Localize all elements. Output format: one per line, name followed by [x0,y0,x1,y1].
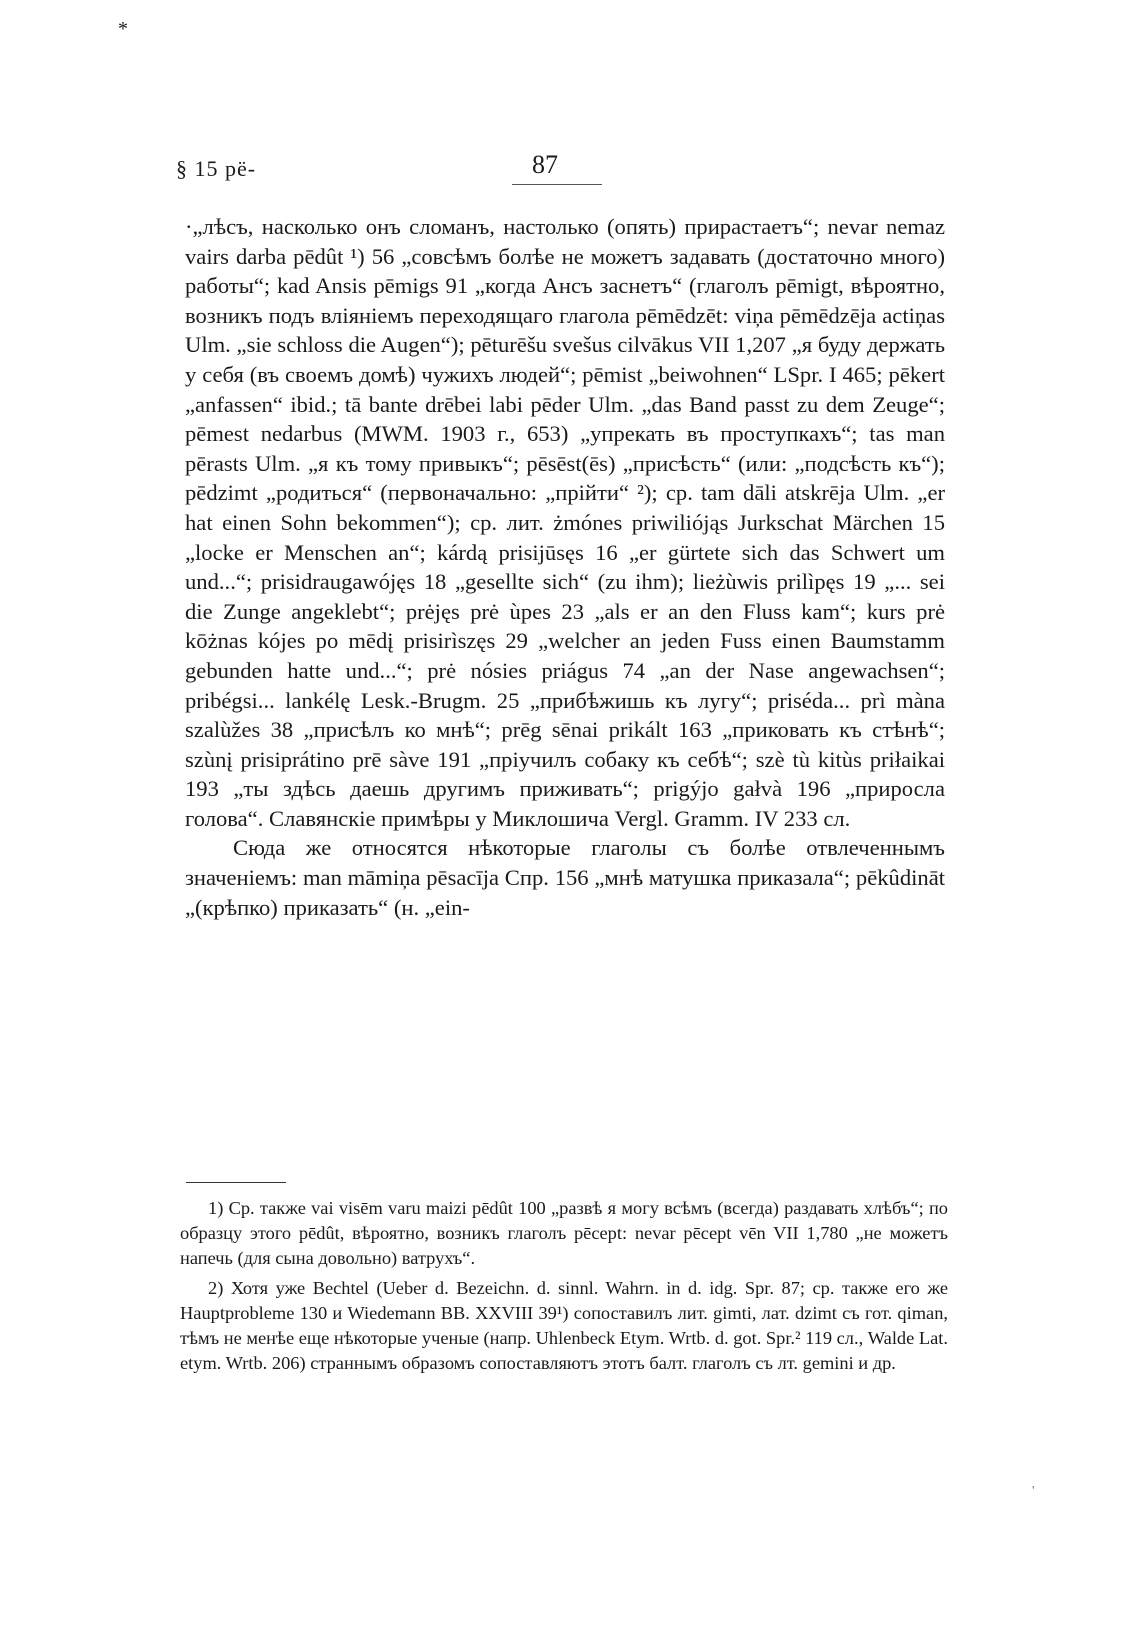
footnote-2: 2) Хотя уже Bechtel (Ueber d. Bezeichn. d. sinnl. Wahrn. in d. idg. Spr. 87; ср. также его же Hauptprobleme 130 и Wiedemann BB. XXVIII 39¹) сопоставилъ лит. gimti, лат. dzimt съ гот. qiman, тѣмъ не менѣе еще нѣкоторые ученые (напр. Uhlenbeck Etym. Wrtb. d. got. Spr.² 119 сл., Walde Lat. etym. Wrtb. 206) страннымъ образомъ сопоставляютъ этотъ балт. глаголъ съ лт. gemini и др. [180,1277,948,1374]
margin-mark: ' [1032,1484,1035,1499]
section-heading: § 15 pë- [176,156,257,181]
footnotes [180,1196,948,1380]
body-paragraph-2: Сюда же относятся нѣкоторые глаголы съ болѣе отвлеченнымъ значеніемъ: man māmiņa pēsacīja Спр. 156 „мнѣ матушка приказала“; pēkûdināt „(крѣпко) приказать“ (н. „ein- [185,835,945,920]
footnote-1: 1) Ср. также vai visēm varu maizi pēdût 100 „развѣ я могу всѣмъ (всегда) раздавать хлѣбъ“; по образцу этого pēdût, вѣроятно, возникъ глаголъ pēcept: nevar pēcept vēn VII 1,780 „не можетъ напечь (для сына довольно) ватрухъ“. [180,1198,948,1269]
body-paragraph-1: ·„лѣсъ, насколько онъ сломанъ, настолько (опять) прирастаетъ“; nevar nemaz vairs darba pēdût ¹) 56 „совсѣмъ болѣе не можетъ задавать (достаточно много) работы“; kad Ansis pēmigs 91 „когда Ансъ заснетъ“ (глаголъ pēmigt, вѣроятно, возникъ подъ вліяніемъ переходящаго глагола pēmēdzēt: viņa pēmēdzēja actiņas Ulm. „sie schloss die Augen“); pēturēšu svešus cilvākus VII 1,207 „я буду держать у себя (въ своемъ домѣ) чужихъ людей“; pēmist „beiwohnen“ LSpr. I 465; pēkert „anfassen“ ibid.; tā bante drēbei labi pēder Ulm. „das Band passt zu dem Zeuge“; pēmest nedarbus (MWM. 1903 г., 653) „упрекать въ проступкахъ“; tas man pērasts Ulm. „я къ тому привыкъ“; pēsēst(ēs) „присѣсть“ (или: „подсѣсть къ“); pēdzimt „родиться“ (первоначально: „прійти“ ²); ср. tam dāli atskrēja Ulm. „er hat einen Sohn bekommen“); ср. лит. żmónes priwiliójąs Jurkschat Märchen 15 „locke er Menschen an“; kárdą prisijūsęs 16 „er gürtete sich das Schwert um und...“; prisidraugawójęs 18 „gesellte sich“ (zu ihm); lieżùwis prilìpęs 19 „... sei die Zunge angeklebt“; prėjęs prė ùpes 23 „als er an den Fluss kam“; kurs prė kōżnas kójes po mēdį prisirìszęs 29 „welcher an jeden Fuss einen Baumstamm gebunden hatte und...“; prė nósies priágus 74 „an der Nase angewachsen“; pribégsi... lankélę Lesk.-Brugm. 25 „прибѣжишь къ лугу“; priséda... prì màna szalùžes 38 „присѣлъ ко мнѣ“; prēg sēnai prikált 163 „приковать къ стѣнѣ“; szùnį prisiprátino prē sàve 191 „пріучилъ собаку къ себѣ“; szè tù kitùs priłaikai 193 „ты здѣсь даешь другимъ приживать“; prigýjo gałvà 196 „приросла голова“. Славянскіе примѣры у Миклошича Vergl. Gramm. IV 233 сл. [185,214,945,831]
page-number: 87 [532,150,558,179]
printer-mark: * [118,18,128,40]
main-text [185,212,945,922]
page-header [176,150,976,190]
footnote-separator [186,1182,286,1183]
header-rule [512,184,602,185]
